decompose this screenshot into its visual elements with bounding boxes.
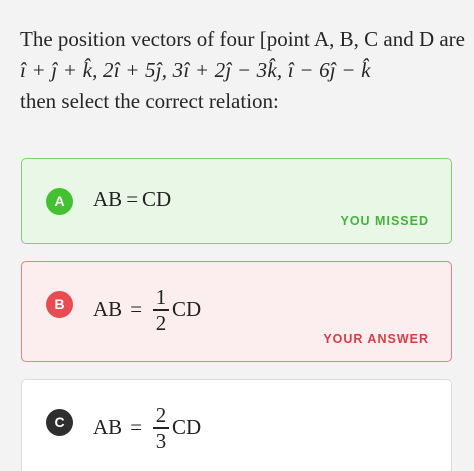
option-b-badge: B	[46, 291, 73, 318]
option-c-fraction	[153, 404, 169, 452]
option-c-lhs: AB	[93, 415, 123, 440]
option-a-rhs: CD	[142, 187, 172, 211]
question-line-3: then select the correct relation:	[20, 89, 279, 113]
option-b-denominator: 2	[155, 310, 167, 335]
option-a-text	[93, 187, 171, 212]
option-a-card[interactable]	[21, 158, 452, 244]
question-line-1: The position vectors of four [point A, B, C and D are	[20, 27, 465, 51]
option-b-text	[93, 286, 201, 334]
option-c-rhs: CD	[172, 415, 202, 440]
option-b-fraction	[153, 286, 169, 334]
option-c-badge: C	[46, 409, 73, 436]
question-text	[20, 24, 465, 117]
option-c-card[interactable]	[21, 379, 452, 471]
option-b-card[interactable]	[21, 261, 452, 362]
option-c-text	[93, 404, 201, 452]
option-b-rhs: CD	[172, 297, 202, 322]
option-c-denominator: 3	[155, 428, 167, 453]
option-b-numerator: 1	[155, 285, 167, 309]
option-c-eq: =	[130, 415, 143, 440]
your-answer-label: YOUR ANSWER	[323, 332, 429, 346]
option-b-eq: =	[130, 297, 143, 322]
option-a-eq: =	[126, 187, 139, 211]
option-a-lhs: AB	[93, 187, 123, 211]
option-a-badge: A	[46, 188, 73, 215]
question-vectors: î + ĵ + k̂, 2î + 5ĵ, 3î + 2ĵ − 3k̂, î − 6ĵ − k̂	[20, 58, 371, 82]
you-missed-label: YOU MISSED	[340, 214, 429, 228]
option-c-numerator: 2	[155, 403, 167, 427]
option-b-lhs: AB	[93, 297, 123, 322]
